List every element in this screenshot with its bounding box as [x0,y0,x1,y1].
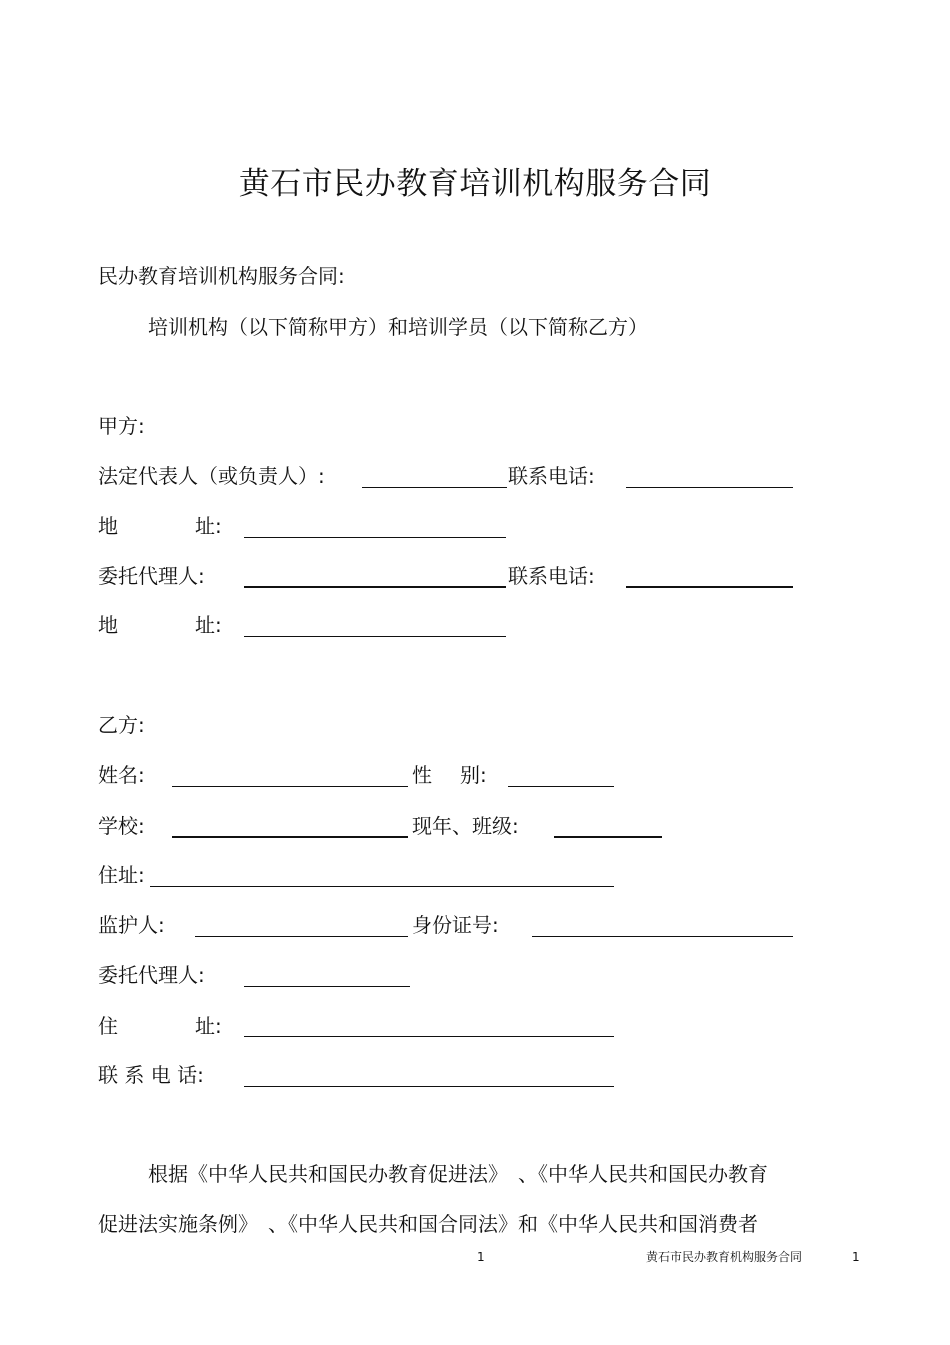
party-a-address-label-1a: 地 [98,514,118,538]
party-b-phone-field[interactable] [244,1086,614,1087]
party-a-address-field-1[interactable] [244,537,506,538]
party-b-heading: 乙方: [98,713,145,737]
intro-line: 培训机构（以下简称甲方）和培训学员（以下简称乙方） [148,315,648,339]
footer-page-number-right: 1 [852,1250,860,1264]
party-a-address-label-2b: 址: [195,613,222,637]
name-field[interactable] [172,786,408,787]
intro-label: 民办教育培训机构服务合同: [98,264,345,288]
guardian-field[interactable] [195,936,408,937]
party-b-address-field[interactable] [244,1036,614,1037]
party-a-phone-field-2[interactable] [626,586,793,588]
school-label: 学校: [98,814,145,838]
name-label: 姓名: [98,763,145,787]
body-line-1: 根据《中华人民共和国民办教育促进法》 、《中华人民共和国民办教育 [148,1162,768,1186]
legal-rep-label: 法定代表人（或负责人）: [98,464,325,488]
id-field[interactable] [532,936,793,937]
party-a-heading: 甲方: [98,414,145,438]
footer-page-number-center: 1 [477,1250,485,1264]
legal-rep-field[interactable] [362,487,507,488]
party-b-agent-label: 委托代理人: [98,963,205,987]
party-b-agent-field[interactable] [244,986,410,987]
party-b-phone-label: 联 系 电 话: [98,1063,204,1087]
party-a-agent-field[interactable] [244,586,506,588]
party-a-agent-label: 委托代理人: [98,564,205,588]
residence-label: 住址: [98,863,145,887]
party-b-address-label-a: 住 [98,1014,118,1038]
grade-field[interactable] [554,836,662,838]
school-field[interactable] [172,836,408,838]
footer-running-title: 黄石市民办教育机构服务合同 [646,1250,803,1264]
party-a-address-label-1b: 址: [195,514,222,538]
gender-label-b: 别: [460,763,487,787]
gender-label-a: 性 [412,763,432,787]
document-title: 黄石市民办教育培训机构服务合同 [238,166,712,202]
party-b-address-label-b: 址: [195,1014,222,1038]
body-line-2: 促进法实施条例》 、《中华人民共和国合同法》和《中华人民共和国消费者 [98,1212,758,1236]
party-a-phone-field-1[interactable] [626,487,793,488]
gender-field[interactable] [508,786,614,787]
grade-label: 现年、班级: [412,814,519,838]
party-a-address-label-2a: 地 [98,613,118,637]
guardian-label: 监护人: [98,913,165,937]
party-a-phone-label-1: 联系电话: [508,464,595,488]
party-a-phone-label-2: 联系电话: [508,564,595,588]
id-label: 身份证号: [412,913,499,937]
residence-field[interactable] [150,886,614,887]
party-a-address-field-2[interactable] [244,636,506,637]
